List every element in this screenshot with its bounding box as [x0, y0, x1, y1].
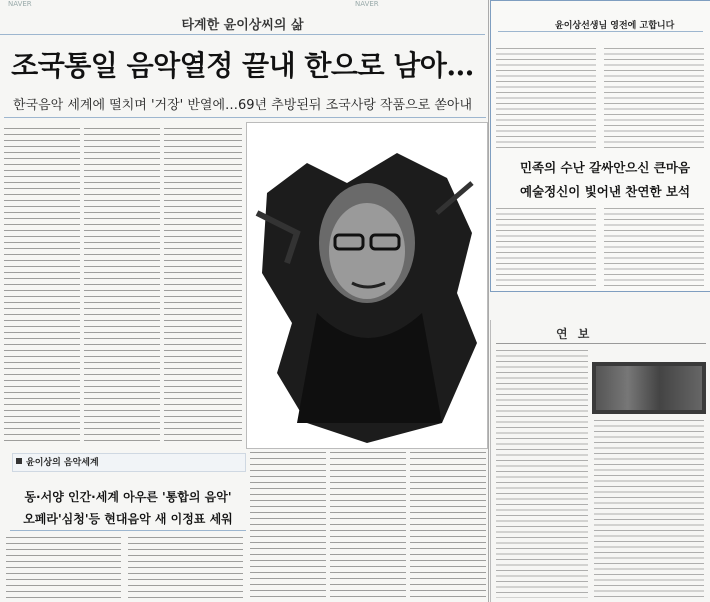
performance-photo-scene — [596, 366, 702, 410]
square-bullet-icon — [16, 458, 22, 464]
chronology-column-1 — [496, 350, 588, 598]
article-subhead: 한국음악 세계에 떨치며 '거장' 반열에…69년 추방된뒤 조국사랑 작품으로 쏟아내 — [12, 98, 473, 113]
music-column-1 — [6, 537, 121, 599]
right-column-3 — [496, 208, 596, 286]
body-column-3 — [164, 128, 242, 446]
body-column-5 — [330, 452, 406, 598]
portrait-photo — [246, 122, 488, 449]
right-title-rule — [498, 31, 703, 32]
chronology-title: 연 보 — [556, 327, 593, 341]
banner-rule — [0, 34, 485, 35]
article-headline: 조국통일 음악열정 끝내 한으로 남아… — [11, 49, 474, 82]
article-banner: 타계한 윤이상씨의 삶 — [181, 18, 304, 33]
right-headline-line-1: 민족의 수난 갈싸안으신 큰마음 — [519, 160, 691, 175]
headline-rule — [4, 117, 486, 118]
right-article-headline — [505, 156, 705, 204]
music-headline-rule — [10, 530, 246, 531]
body-column-4 — [250, 452, 326, 598]
portrait-illustration — [247, 123, 487, 448]
music-world-title: 윤이상의 음악세계 — [26, 458, 99, 468]
music-column-2 — [128, 537, 243, 599]
body-column-2 — [84, 128, 160, 446]
body-column-1 — [4, 128, 80, 446]
chronology-rule — [496, 343, 706, 344]
corner-mark-center: NAVER — [355, 0, 379, 8]
chronology-column-2 — [594, 420, 704, 598]
right-article-title: 윤이상선생님 영전에 고합니다 — [555, 21, 675, 31]
right-headline-line-2: 예술정신이 빛어낸 찬연한 보석 — [519, 184, 691, 199]
right-column-1 — [496, 48, 596, 148]
column-divider — [488, 0, 489, 602]
right-column-4 — [604, 208, 704, 286]
music-headline-1: 동·서양 인간·세계 아우른 '통합의 음악' — [24, 490, 232, 504]
corner-mark-left: NAVER — [8, 0, 32, 8]
right-column-2 — [604, 48, 704, 148]
music-headline-2: 오페라'심청'등 현대음악 새 이정표 세워 — [23, 512, 233, 526]
body-column-6 — [410, 452, 486, 598]
